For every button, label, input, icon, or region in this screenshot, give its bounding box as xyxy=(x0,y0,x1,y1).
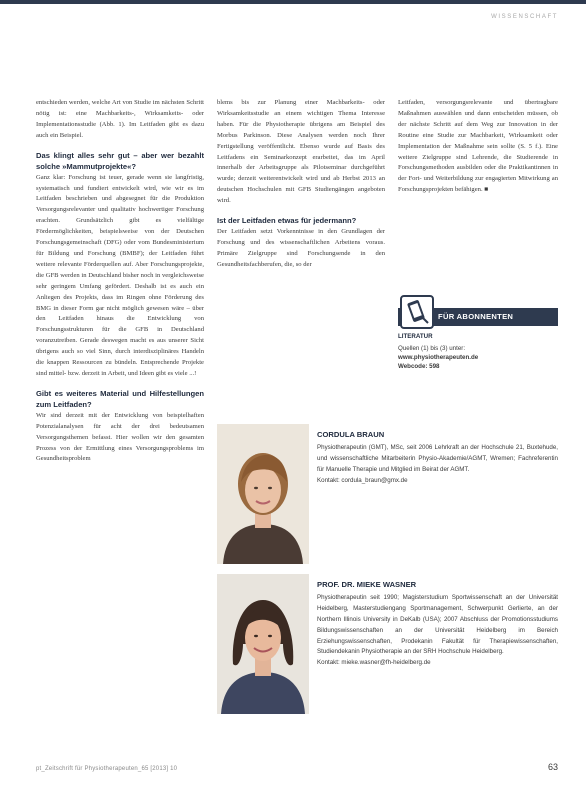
paragraph: Wir sind derzeit mit der Entwicklung von beispielhaften Potenzialanalysen für acht der drei bedeutsamen Versorgungsthemen befasst. Hier wollen wir den gesamten Prozess von der Ermittlung eines Versorgungsproblems im Gesundheitsproblem xyxy=(36,411,204,463)
paragraph: Leitfaden, versorgungsrelevante und übertragbare Maßnahmen auswählen und dann entscheiden müssen, ob der nächste Schritt auf dem Weg zur Innovation in der Routine eine Studie zur Machbarkeit, Wirksamkeit oder Implementation der Maßnahme sein sollte (S. 5 f.). Eine weitere Zielgruppe sind Lehrende, die Studierende in Forschungsmethoden ausbilden oder die Praktikantinnen in der Fort- und Weiterbildung zur engagierten Mitwirkung an Forschungsprojekten befähigen. ■ xyxy=(398,99,558,194)
sources-line: Quellen (1) bis (3) unter: xyxy=(398,345,466,352)
author-contact: Kontakt: cordula_braun@gmx.de xyxy=(317,476,408,484)
top-bar xyxy=(0,0,586,4)
author-name: PROF. DR. MIEKE WASNER xyxy=(317,580,417,589)
author-photo xyxy=(217,424,309,564)
paragraph: Ganz klar: Forschung ist teuer, gerade wenn sie langfristig, systematisch und fundiert entwickelt wird, wie wir es im Leitfaden beschrieben und abgesegnet für die Produktion Versorgungsrelevanter und qualitativ hochwertiger Forschung erachten. Grundsätzlich gibt es vielfältige Fördermöglichkeiten, beispielsweise von der Deutschen Forschungsgemeinschaft (DFG) oder vom Bundesministerium für Bildung und Forschung (BMBF); der Leitfaden führt weitere relevante Förderquellen auf. Aber Forschungsprojekte, die GFB werden in Deutschland bisher noch in vergleichsweise sehr geringem Umfang gefördert. Deshalb ist es auch ein Anliegen des Projekts, dass im Ringen ohne Förderung des BMG in dieser Form gar nicht möglich gewesen wäre – über den Leitfaden hinaus die Entwicklung von Forschungsstrukturen für die GFB in Deutschland voranzutreiben. Gerade deswegen macht es aus unserer Sicht übrigens auch so viel Sinn, durch interdisziplinäres Handeln die knappen Ressourcen zu bündeln. Entsprechende Projekte sind mittel- bzw. derzeit in Arbeit, und Ideen gibt es viele ...! xyxy=(36,173,204,377)
author-contact: Kontakt: mieke.wasner@fh-heidelberg.de xyxy=(317,659,431,667)
mobile-device-icon xyxy=(400,295,434,329)
author-bio xyxy=(217,574,558,714)
author-photo xyxy=(217,574,309,714)
sources-link[interactable]: www.physiotherapeuten.de xyxy=(398,354,479,361)
author-bio-text xyxy=(317,580,558,669)
column-3 xyxy=(398,98,558,196)
author-description: Physiotherapeutin (GMT), MSc, seit 2006 Lehrkraft an der Hochschule 21, Buxtehude, und wissenschaftliche Mitarbeiterin Physio-Akademie/AGMT, Wremen; Fachreferentin für Manuelle Therapie und Mitglied im Beirat der AGMT. xyxy=(317,443,558,473)
subscriber-box xyxy=(398,297,558,389)
paragraph: Der Leitfaden setzt Vorkenntnisse in den Grundlagen der Forschung und des wissenschaftlichen Arbeitens voraus. Primäre Zielgruppe sind Forschungsende in den Gesundheitsfachberufen, die, so der xyxy=(217,228,385,268)
author-bio-text xyxy=(317,430,558,487)
author-description: Physiotherapeutin seit 1990; Magisterstudium Sportwissenschaft an der Universität Heidelberg, Masterstudiengang Sportmanagement, Schwerpunkt Gerlierte, an der Northern Illinois University in DeKalb (USA); 2007 Abschluss der Promotionsstudiums Bildungswissenschaften an der Universität Heidelberg im Bereich Erziehungswissenschaften, Prodekanin Fakultät für Therapiewissenschaften, Studiendekanin Physiotherapie an der SRH Hochschule Heidelberg. xyxy=(317,593,558,656)
question-heading: Ist der Leitfaden etwas für jedermann? xyxy=(217,216,357,226)
webcode: Webcode: 598 xyxy=(398,363,440,370)
author-name: CORDULA BRAUN xyxy=(317,430,385,439)
subscriber-body xyxy=(398,332,558,371)
subscriber-title: FÜR ABONNENTEN xyxy=(438,312,514,321)
section-label: WISSENSCHAFT xyxy=(491,14,558,20)
column-2 xyxy=(217,98,385,271)
column-1 xyxy=(36,98,204,465)
paragraph: entschieden werden, welche Art von Studie im nächsten Schritt nötig ist: eine Machbarkeits-, Wirksamkeits- oder Implementationsstudie (Abb. 1). Im Leitfaden gibt es dazu auch ein Beispiel. xyxy=(36,99,204,139)
journal-footer: pt_Zeitschrift für Physiotherapeuten_65 [2013] 10 xyxy=(36,766,178,772)
paragraph: blems bis zur Planung einer Machbarkeits- oder Wirksamkeitsstudie an einem wichtigen Thema Interesse haben. Für die Physiotherapie übrigens am Beispiel des Morbus Parkinson. Diese Analysen werden noch Ihrer Fertigstellung veröffentlicht. Ebenso wurde auf Basis des Leitfadens ein Seminarkonzept erarbeitet, das im April innerhalb der Arbeitsgruppe als Pilotseminar durchgeführt wurde; derzeit weiterentwickelt wird und ab Herbst 2013 an deutschen Hochschulen mit GFB Studiengängen angeboten wird. xyxy=(217,99,385,205)
question-heading: Gibt es weiteres Material und Hilfestellungen zum Leitfaden? xyxy=(36,388,204,409)
question-heading: Das klingt alles sehr gut – aber wer bezahlt solche »Mammutprojekte«? xyxy=(36,150,204,171)
literature-label: LITERATUR xyxy=(398,333,433,340)
author-bio xyxy=(217,424,558,564)
page-number: 63 xyxy=(547,762,558,772)
